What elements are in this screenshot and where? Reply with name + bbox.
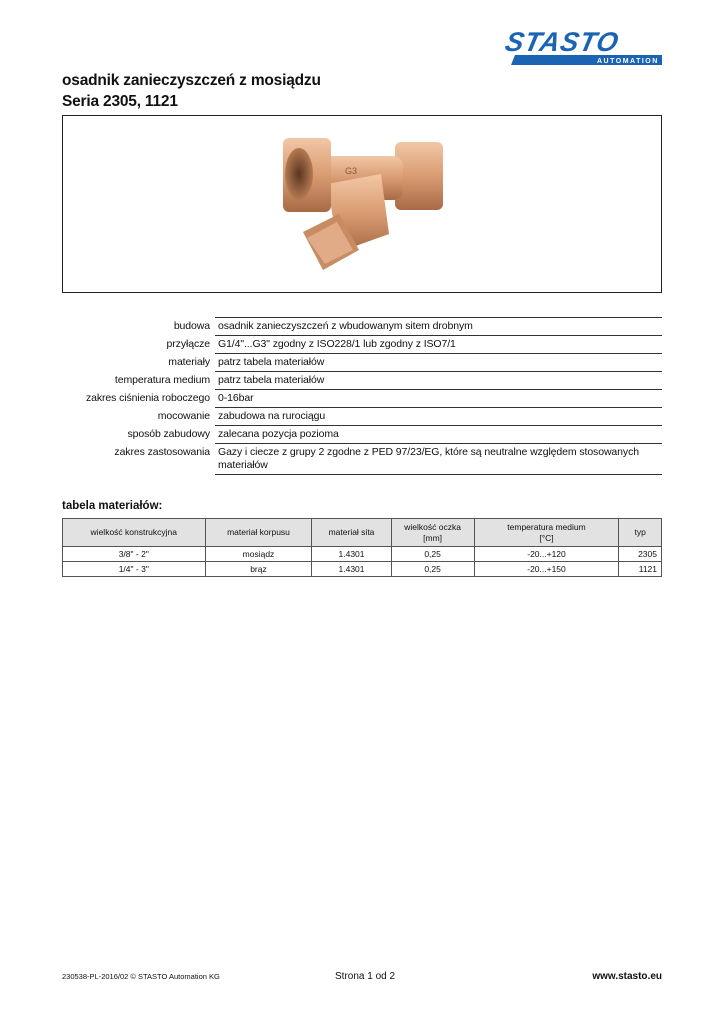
spec-row <box>62 318 662 336</box>
footer-page-number: Strona 1 od 2 <box>335 971 396 982</box>
materials-cell: 3/8" - 2" <box>63 547 206 562</box>
materials-header-cell: wielkość konstrukcyjna <box>63 519 206 547</box>
product-photo-frame <box>62 115 662 293</box>
materials-cell: 1/4" - 3" <box>63 562 206 577</box>
spec-label: zakres ciśnienia roboczego <box>85 391 210 404</box>
spec-value: zabudowa na rurociągu <box>215 408 662 426</box>
specs-table <box>62 317 662 475</box>
spec-label: zakres zastosowania <box>114 445 210 458</box>
materials-header-cell: materiał sita <box>312 519 391 547</box>
spec-row <box>62 336 662 354</box>
materials-cell: mosiądz <box>205 547 312 562</box>
materials-header-cell: temperatura medium [°C] <box>474 519 619 547</box>
materials-header-cell: materiał korpusu <box>205 519 312 547</box>
svg-text:STASTO: STASTO <box>505 27 623 57</box>
spec-row <box>62 354 662 372</box>
materials-cell: 1121 <box>619 562 662 577</box>
product-photo <box>277 134 447 274</box>
title-line-1: osadnik zanieczyszczeń z mosiądzu <box>62 72 321 89</box>
spec-label: mocowanie <box>157 409 210 422</box>
spec-row <box>62 390 662 408</box>
svg-text:AUTOMATION: AUTOMATION <box>597 58 659 65</box>
page-title <box>62 70 321 112</box>
materials-header-row <box>63 519 662 547</box>
spec-label: temperatura medium <box>114 373 210 386</box>
materials-cell: 0,25 <box>391 562 474 577</box>
materials-table <box>62 518 662 577</box>
spec-value: G1/4"...G3" zgodny z ISO228/1 lub zgodny z ISO7/1 <box>215 336 662 354</box>
title-line-2: Seria 2305, 1121 <box>62 93 178 110</box>
spec-label: budowa <box>173 319 210 332</box>
spec-label: sposób zabudowy <box>127 427 210 440</box>
materials-cell: 0,25 <box>391 547 474 562</box>
spec-value: zalecana pozycja pozioma <box>215 426 662 444</box>
spec-value: Gazy i ciecze z grupy 2 zgodne z PED 97/23/EG, które są neutralne względem stosowanych materiałów <box>215 444 662 475</box>
footer-doc-id: 230538-PL-2016/02 © STASTO Automation KG <box>62 972 220 981</box>
spec-label: przyłącze <box>166 337 210 350</box>
materials-row <box>63 562 662 577</box>
materials-header-cell: wielkość oczka [mm] <box>391 519 474 547</box>
materials-cell: -20...+150 <box>474 562 619 577</box>
materials-cell: 1.4301 <box>312 562 391 577</box>
materials-cell: 1.4301 <box>312 547 391 562</box>
spec-value: patrz tabela materiałów <box>215 354 662 372</box>
materials-cell: -20...+120 <box>474 547 619 562</box>
materials-row <box>63 547 662 562</box>
stasto-logo <box>505 27 662 67</box>
spec-value: osadnik zanieczyszczeń z wbudowanym sitem drobnym <box>215 318 662 336</box>
materials-header-cell: typ <box>619 519 662 547</box>
spec-value: patrz tabela materiałów <box>215 372 662 390</box>
spec-row <box>62 426 662 444</box>
spec-row <box>62 408 662 426</box>
spec-label: materiały <box>168 355 210 368</box>
spec-row <box>62 372 662 390</box>
materials-heading: tabela materiałów: <box>62 500 163 512</box>
footer-website: www.stasto.eu <box>592 971 662 982</box>
spec-row <box>62 444 662 475</box>
materials-cell: 2305 <box>619 547 662 562</box>
spec-value: 0-16bar <box>215 390 662 408</box>
svg-text:G3: G3 <box>345 166 358 176</box>
materials-cell: brąz <box>205 562 312 577</box>
